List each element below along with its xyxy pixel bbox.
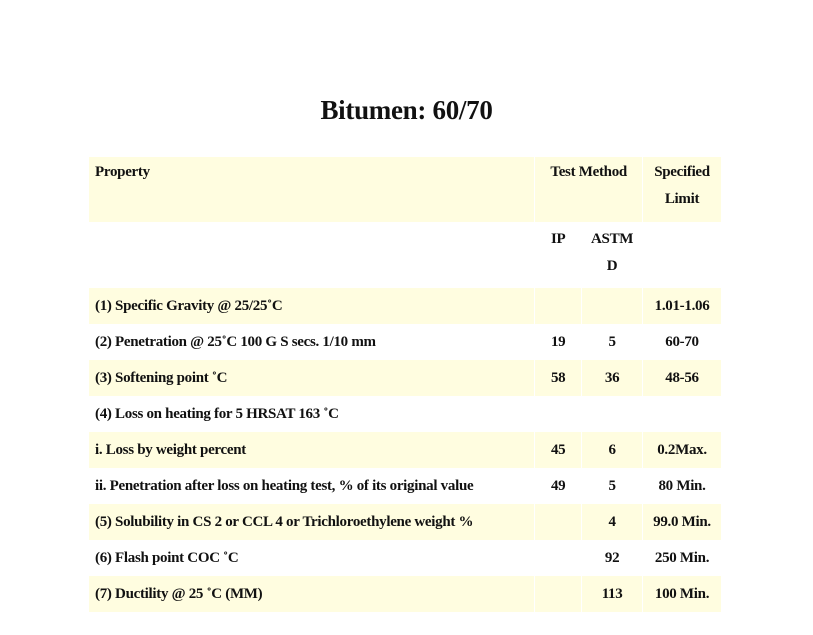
property-cell: (7) Ductility @ 25 ˚C (MM) bbox=[89, 576, 534, 612]
astm-cell: 113 bbox=[581, 576, 642, 612]
header-property: Property bbox=[89, 157, 534, 222]
astm-cell: 4 bbox=[581, 504, 642, 540]
astm-cell: 5 bbox=[581, 468, 642, 504]
ip-cell: 58 bbox=[534, 360, 581, 396]
astm-cell: 5 bbox=[581, 324, 642, 360]
limit-cell: 99.0 Min. bbox=[642, 504, 721, 540]
ip-cell: 19 bbox=[534, 324, 581, 360]
table-row bbox=[89, 324, 721, 360]
limit-cell: 60-70 bbox=[642, 324, 721, 360]
astm-cell bbox=[581, 396, 642, 432]
ip-cell bbox=[534, 576, 581, 612]
header-test-method: Test Method bbox=[534, 157, 642, 222]
subheader-astm: ASTM D bbox=[581, 222, 642, 288]
ip-cell: 49 bbox=[534, 468, 581, 504]
property-cell: (6) Flash point COC ˚C bbox=[95, 549, 239, 566]
ip-cell bbox=[534, 504, 581, 540]
ip-cell bbox=[534, 540, 581, 576]
limit-cell: 250 Min. bbox=[642, 540, 721, 576]
header-specified-limit: Specified Limit bbox=[642, 157, 721, 222]
table-row bbox=[89, 396, 721, 432]
ip-cell bbox=[534, 288, 581, 324]
astm-cell: 36 bbox=[581, 360, 642, 396]
limit-cell: 1.01-1.06 bbox=[642, 288, 721, 324]
astm-cell bbox=[581, 288, 642, 324]
limit-cell: 0.2Max. bbox=[642, 432, 721, 468]
property-cell: (1) Specific Gravity @ 25/25˚C bbox=[89, 288, 534, 324]
table-subheader-row bbox=[89, 222, 721, 288]
property-cell: (3) Softening point ˚C bbox=[89, 360, 534, 396]
page-title: Bitumen: 60/70 bbox=[320, 95, 493, 125]
ip-cell bbox=[534, 396, 581, 432]
property-cell: i. Loss by weight percent bbox=[89, 432, 534, 468]
subheader-ip: IP bbox=[534, 222, 581, 288]
limit-cell: 100 Min. bbox=[642, 576, 721, 612]
table-row bbox=[89, 504, 721, 540]
table-row bbox=[89, 576, 721, 612]
limit-cell: 80 Min. bbox=[642, 468, 721, 504]
table-row bbox=[89, 540, 721, 576]
property-cell: (4) Loss on heating for 5 HRSAT 163 ˚C bbox=[95, 405, 339, 422]
table-row bbox=[89, 432, 721, 468]
table-header-row bbox=[89, 157, 721, 222]
astm-cell: 92 bbox=[581, 540, 642, 576]
property-cell: ii. Penetration after loss on heating test, % of its original value bbox=[95, 477, 474, 494]
table-row bbox=[89, 288, 721, 324]
limit-cell: 48-56 bbox=[642, 360, 721, 396]
subheader-limit-empty bbox=[642, 222, 721, 288]
bitumen-spec-table bbox=[89, 157, 721, 612]
table-row bbox=[89, 468, 721, 504]
table-row bbox=[89, 360, 721, 396]
property-cell: (5) Solubility in CS 2 or CCL 4 or Trichloroethylene weight % bbox=[89, 504, 534, 540]
subheader-empty bbox=[89, 222, 534, 288]
limit-cell bbox=[642, 396, 721, 432]
ip-cell: 45 bbox=[534, 432, 581, 468]
property-cell: (2) Penetration @ 25˚C 100 G S secs. 1/10 mm bbox=[95, 333, 376, 350]
astm-cell: 6 bbox=[581, 432, 642, 468]
